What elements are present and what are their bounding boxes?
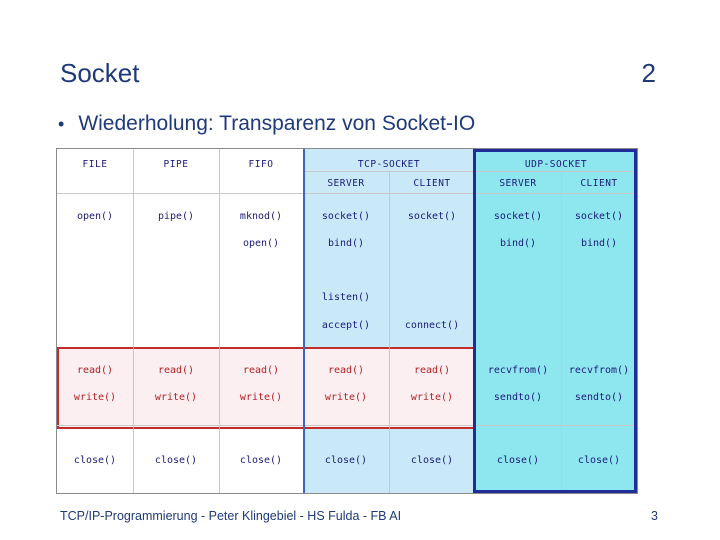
- table-cell-open: socket(): [493, 211, 543, 222]
- table-cell-read: read(): [157, 365, 195, 376]
- header-udp-client: CLIENT: [580, 178, 618, 189]
- table-cell-read: recvfrom(): [568, 365, 630, 376]
- table-cell-accept: accept(): [321, 320, 371, 331]
- table-cell-accept: connect(): [404, 320, 460, 331]
- header-tcp-socket: TCP-SOCKET: [357, 159, 421, 170]
- table-cell-close: close(): [73, 455, 117, 466]
- table-cell-close: close(): [577, 455, 621, 466]
- table-cell-write: write(): [239, 392, 283, 403]
- slide-number-bottom: 3: [651, 509, 658, 523]
- table-cell-write: sendto(): [574, 392, 624, 403]
- table-cell-read: recvfrom(): [487, 365, 549, 376]
- socket-io-table: [56, 148, 638, 494]
- table-cell-close: close(): [154, 455, 198, 466]
- table-cell-close: close(): [239, 455, 283, 466]
- bullet-text: Wiederholung: Transparenz von Socket-IO: [78, 112, 476, 135]
- header-file: FILE: [82, 159, 108, 170]
- bullet-dot-icon: •: [58, 114, 65, 134]
- table-cell-bind: bind(): [580, 238, 618, 249]
- header-udp-socket: UDP-SOCKET: [524, 159, 588, 170]
- table-cell-write: write(): [324, 392, 368, 403]
- udp-column-border: [473, 149, 637, 493]
- table-cell-open: mknod(): [239, 211, 283, 222]
- table-cell-open: socket(): [574, 211, 624, 222]
- header-tcp-server: SERVER: [327, 178, 365, 189]
- table-cell-bind: bind(): [499, 238, 537, 249]
- table-cell-close: close(): [496, 455, 540, 466]
- table-cell-read: read(): [413, 365, 451, 376]
- table-cell-close: close(): [410, 455, 454, 466]
- table-cell-open: open(): [76, 211, 114, 222]
- table-cell-read: read(): [327, 365, 365, 376]
- table-cell-bind: bind(): [327, 238, 365, 249]
- header-tcp-client: CLIENT: [413, 178, 451, 189]
- table-cell-open: socket(): [407, 211, 457, 222]
- grid-line: [133, 149, 134, 493]
- slide-number-top: 2: [641, 58, 656, 88]
- table-cell-write: write(): [73, 392, 117, 403]
- table-cell-close: close(): [324, 455, 368, 466]
- grid-line: [219, 149, 220, 493]
- slide-footer: TCP/IP-Programmierung - Peter Klingebiel - HS Fulda - FB AI: [60, 509, 402, 523]
- table-cell-write: write(): [410, 392, 454, 403]
- header-udp-server: SERVER: [499, 178, 537, 189]
- table-cell-read: read(): [242, 365, 280, 376]
- table-cell-write: sendto(): [493, 392, 543, 403]
- table-cell-listen: listen(): [321, 292, 371, 303]
- table-cell-bind: open(): [242, 238, 280, 249]
- table-cell-write: write(): [154, 392, 198, 403]
- header-fifo: FIFO: [248, 159, 274, 170]
- header-pipe: PIPE: [163, 159, 189, 170]
- table-cell-open: pipe(): [157, 211, 195, 222]
- table-cell-read: read(): [76, 365, 114, 376]
- table-cell-open: socket(): [321, 211, 371, 222]
- slide-title: Socket: [60, 58, 140, 88]
- bullet-item: [58, 112, 475, 136]
